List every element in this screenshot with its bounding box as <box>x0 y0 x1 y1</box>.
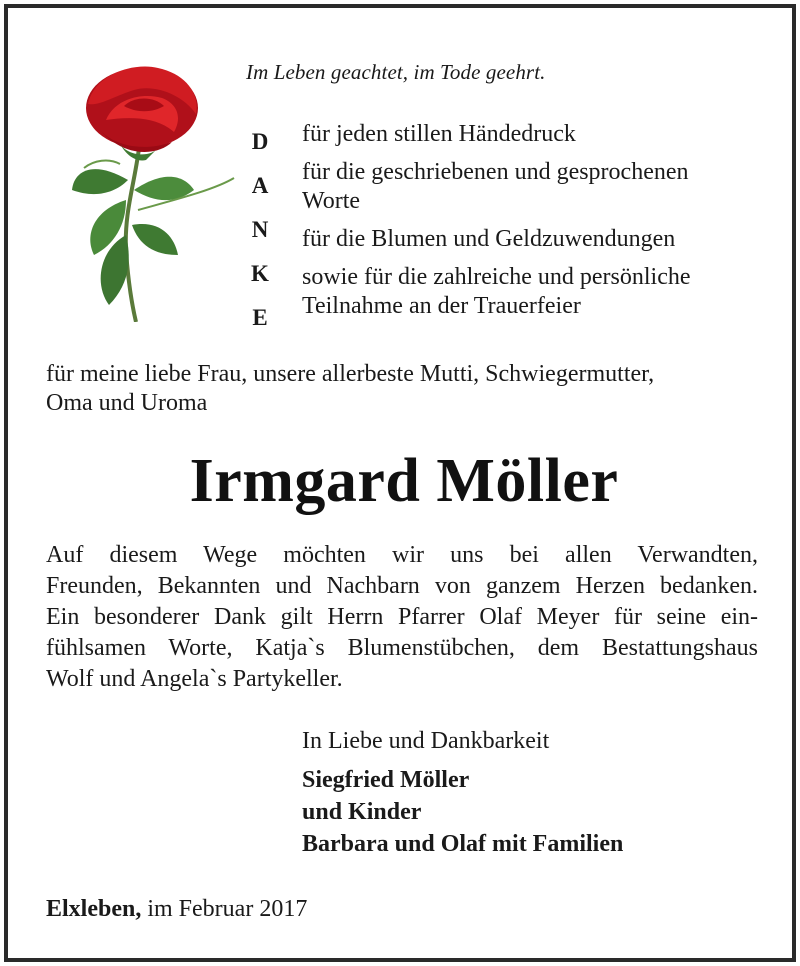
place-date <box>46 896 307 923</box>
reason-line: Worte <box>302 188 361 214</box>
danke-acrostic <box>240 120 280 340</box>
dedication-line: Oma und Uroma <box>46 390 208 416</box>
signatory: und Kinder <box>302 799 422 825</box>
reason-line: für die Blumen und Geldzuwendungen <box>302 226 676 252</box>
dedication-line: für meine liebe Frau, unsere allerbeste Mutti, Schwiegermutter, <box>46 361 655 387</box>
reason-line: für jeden stillen Händedruck <box>302 121 576 147</box>
paragraph-line: Wolf und Angela`s Partykeller. <box>46 666 343 692</box>
reason-item <box>302 263 772 321</box>
reason-item <box>302 158 772 216</box>
red-rose-icon <box>54 60 240 322</box>
deceased-name: Irmgard Möller <box>189 447 619 515</box>
reason-line: sowie für die zahlreiche und persönliche <box>302 264 691 290</box>
motto: Im Leben geachtet, im Tode geehrt. <box>246 60 546 84</box>
thanks-paragraph <box>46 540 758 695</box>
danke-letter: K <box>251 261 269 286</box>
place: Elxleben, <box>46 896 142 922</box>
paragraph-line: fühlsamen Worte, Katja`s Blumenstübchen, dem Bestattungshaus <box>46 635 758 661</box>
obituary-card <box>4 4 796 962</box>
signatory: Siegfried Möller <box>302 767 470 793</box>
danke-letter: E <box>252 305 268 330</box>
reason-item <box>302 120 772 149</box>
paragraph-line: Auf diesem Wege möchten wir uns bei allen Verwandten, <box>46 542 758 568</box>
reason-line: Teilnahme an der Trauerfeier <box>302 293 581 319</box>
danke-letter: N <box>251 217 269 242</box>
date: im Februar 2017 <box>141 896 308 922</box>
thanks-reasons <box>302 120 772 330</box>
danke-letter: A <box>251 173 269 198</box>
closing-phrase: In Liebe und Dankbarkeit <box>302 728 550 754</box>
paragraph-line: Freunden, Bekannten und Nachbarn von ganzem Herzen bedanken. <box>46 573 758 599</box>
danke-letter: D <box>251 129 269 154</box>
paragraph-line: Ein besonderer Dank gilt Herrn Pfarrer Olaf Meyer für seine ein- <box>46 604 758 630</box>
signatories <box>302 764 623 860</box>
signatory: Barbara und Olaf mit Familien <box>302 831 624 857</box>
reason-item <box>302 225 772 254</box>
dedication <box>46 360 766 418</box>
reason-line: für die geschriebenen und gesprochenen <box>302 159 689 185</box>
